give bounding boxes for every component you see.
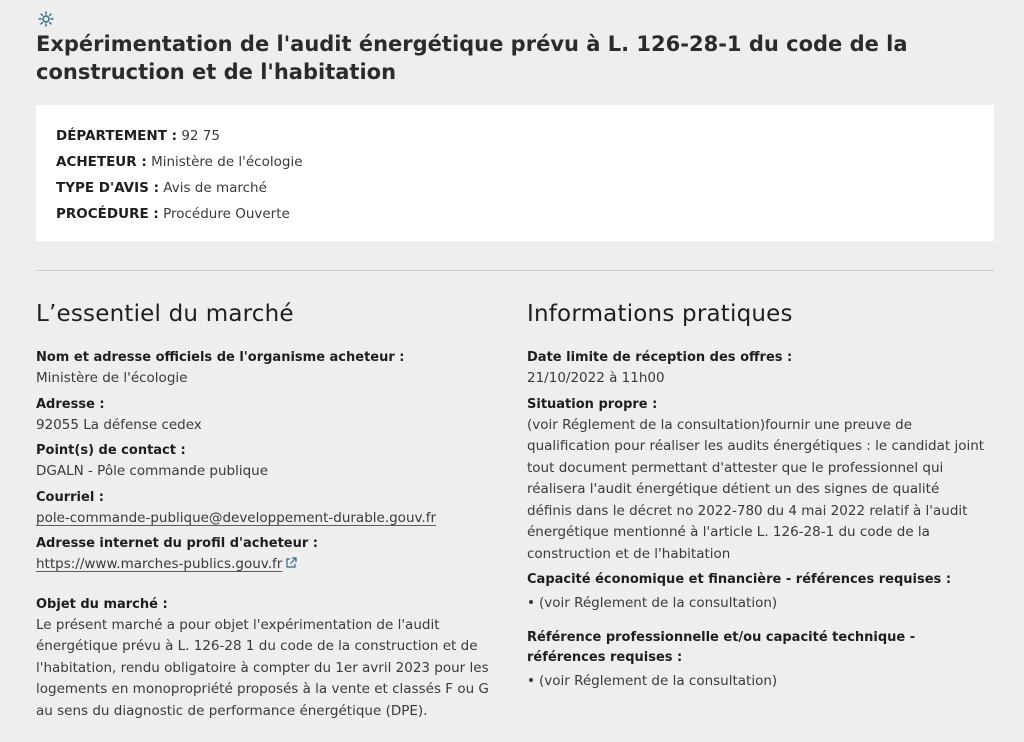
departement-value: 92 75 bbox=[181, 128, 220, 144]
contact-value: DGALN - Pôle commande publique bbox=[36, 463, 269, 479]
list-item bbox=[527, 593, 987, 614]
courriel-label: Courriel : bbox=[36, 489, 105, 505]
sun-icon bbox=[38, 11, 54, 27]
summary-departement bbox=[56, 123, 974, 149]
departement-label: DÉPARTEMENT : bbox=[56, 128, 178, 144]
acheteur-label: ACHETEUR : bbox=[56, 154, 147, 170]
procedure-value: Procédure Ouverte bbox=[163, 206, 290, 222]
type-avis-label: TYPE D'AVIS : bbox=[56, 180, 159, 196]
objet-label: Objet du marché : bbox=[36, 596, 168, 612]
bullet-dot bbox=[529, 600, 533, 604]
profil-acheteur-link[interactable] bbox=[36, 556, 282, 572]
list-item bbox=[527, 671, 987, 692]
profil-acheteur-label: Adresse internet du profil d'acheteur : bbox=[36, 536, 318, 551]
profil-acheteur-row bbox=[36, 554, 506, 576]
procedure-label: PROCÉDURE : bbox=[56, 206, 159, 222]
essentiel-section bbox=[36, 298, 506, 727]
reference-label: Référence professionnelle et/ou capacité technique - références requises : bbox=[527, 630, 916, 665]
summary-card bbox=[36, 105, 994, 241]
informations-section bbox=[527, 298, 987, 702]
type-avis-value: Avis de marché bbox=[163, 180, 267, 196]
capacite-label: Capacité économique et financière - références requises : bbox=[527, 572, 952, 587]
summary-type-avis bbox=[56, 175, 974, 201]
capacite-item: (voir Réglement de la consultation) bbox=[539, 595, 778, 611]
adresse-value: 92055 La défense cedex bbox=[36, 416, 202, 433]
reference-item: (voir Réglement de la consultation) bbox=[539, 673, 778, 689]
adresse-label: Adresse : bbox=[36, 396, 105, 412]
section-divider bbox=[36, 270, 994, 271]
essentiel-heading: L’essentiel du marché bbox=[36, 301, 294, 327]
courriel-link[interactable]: pole-commande-publique@developpement-durable.gouv.fr bbox=[36, 509, 437, 526]
courriel-row bbox=[36, 508, 506, 530]
summary-procedure bbox=[56, 201, 974, 227]
external-link-icon bbox=[285, 557, 297, 569]
objet-value: Le présent marché a pour objet l'expérimentation de l'audit énergétique prévu à L. 126-28 1 du code de la construction et de l'habitation, rendu obligatoire à compter du 1er avril 2023 pour les logements en monopropriété proposés à la vente et classés F ou G au sens du diagnostic de performance énergétique (DPE). bbox=[36, 616, 489, 719]
date-limite-value: 21/10/2022 à 11h00 bbox=[527, 370, 665, 386]
organisme-value: Ministère de l'écologie bbox=[36, 370, 188, 386]
bullet-dot bbox=[529, 678, 533, 682]
date-limite-label: Date limite de réception des offres : bbox=[527, 350, 793, 365]
contact-label: Point(s) de contact : bbox=[36, 443, 186, 458]
page-title: Expérimentation de l'audit énergétique prévu à L. 126-28-1 du code de la construction et de l'habitation bbox=[36, 32, 908, 84]
situation-label: Situation propre : bbox=[527, 396, 658, 412]
situation-value: (voir Réglement de la consultation)fournir une preuve de qualification pour réaliser les audits énergétiques : le candidat joint tout document permettant d'attester que le professionnel qui réalisera l'audit énergétique détient un des signes de qualité définis dans le décret no 2022-780 du 4 mai 2022 relatif à l'audit énergétique mentionné à l'article L. 126-28-1 du code de la construction et de l'habitation bbox=[527, 416, 985, 562]
summary-acheteur bbox=[56, 149, 974, 175]
organisme-label: Nom et adresse officiels de l'organisme acheteur : bbox=[36, 350, 405, 365]
profil-acheteur-url: https://www.marches-publics.gouv.fr bbox=[36, 556, 283, 572]
acheteur-value: Ministère de l'écologie bbox=[151, 154, 303, 170]
informations-heading: Informations pratiques bbox=[527, 301, 793, 327]
